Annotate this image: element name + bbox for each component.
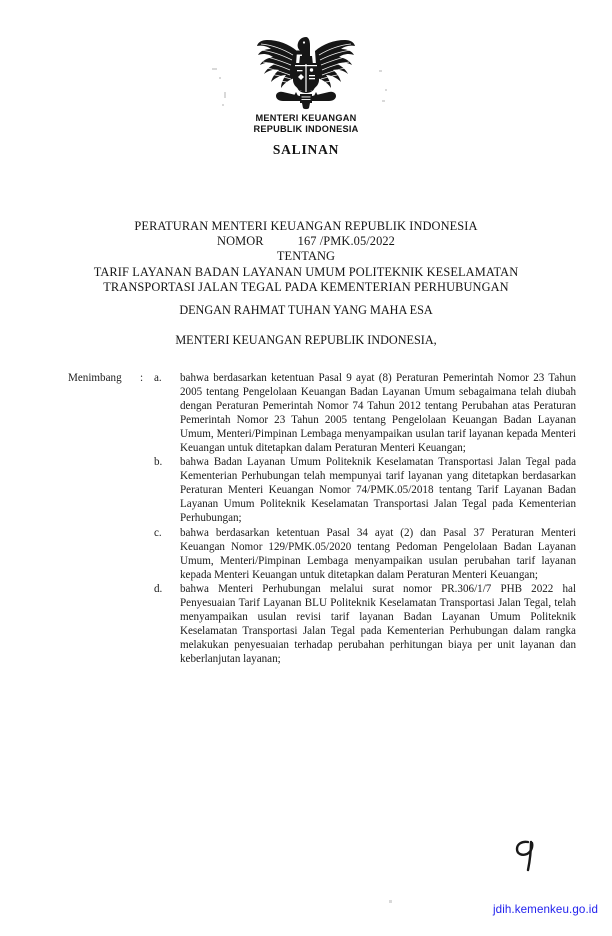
considering-text-c: bahwa berdasarkan ketentuan Pasal 34 ayat (2) dan Pasal 37 Peraturan Menteri Keuangan Nomor 129/PMK.05/2020 tentang Pedoman Pengelolaan Badan Layanan Umum, Menteri/Pimpinan Lembaga menyampaikan usulan perubahan tarif layanan kepada Menteri Keuangan untuk ditetapkan dalam Peraturan Menteri Keuangan;: [180, 526, 576, 581]
ministry-name-line-1: MENTERI KEUANGAN: [255, 113, 357, 123]
blessing-line: DENGAN RAHMAT TUHAN YANG MAHA ESA: [179, 303, 433, 317]
issuing-authority-line: MENTERI KEUANGAN REPUBLIK INDONESIA,: [175, 333, 437, 347]
regulation-subject-line-1: TARIF LAYANAN BADAN LAYANAN UMUM POLITEKNIK KESELAMATAN: [93, 264, 519, 279]
considering-text-d: bahwa Menteri Perhubungan melalui surat nomor PR.306/1/7 PHB 2022 hal Penyesuaian Tarif Layanan BLU Politeknik Keselamatan Transportasi Jalan Tegal, telah menyampaikan usulan revisi tarif layanan Badan Layanan Umum Politeknik Keselamatan Transportasi Jalan Tegal pada Kementerian Perhubungan dalam rangka melakukan penyesuaian terhadap perubahan perhitungan biaya per unit layanan dan keberlanjutan layanan;: [180, 582, 576, 665]
footer-source-url[interactable]: jdih.kemenkeu.go.id: [492, 903, 598, 916]
considering-item-b: [68, 455, 576, 525]
considering-marker-c: c.: [154, 526, 162, 539]
regulation-number-label: NOMOR: [217, 234, 264, 249]
considering-label: Menimbang: [68, 372, 122, 384]
considering-text-a: bahwa berdasarkan ketentuan Pasal 9 ayat (8) Peraturan Pemerintah Nomor 23 Tahun 2005 tentang Pengelolaan Keuangan Badan Layanan Umum sebagaimana telah diubah dengan Peraturan Pemerintah Nomor 74 Tahun 2012 tentang Perubahan atas Peraturan Pemerintah Nomor 23 Tahun 2005 tentang Pengelolaan Keuangan Badan Layanan Umum, Menteri/Pimpinan Lembaga menyampaikan usulan tarif layanan kepada Menteri Keuangan untuk ditetapkan dalam Peraturan Menteri Keuangan;: [180, 372, 576, 455]
considering-item-a: [68, 371, 576, 455]
considering-item-d: [68, 582, 576, 666]
considering-colon: :: [140, 372, 144, 384]
considering-marker-d: d.: [154, 582, 163, 595]
copy-stamp: SALINAN: [272, 142, 340, 157]
handwritten-initial-mark-icon: [511, 838, 545, 874]
regulation-number-row: [0, 234, 612, 249]
considering-item-c: [68, 526, 576, 582]
scan-speckle: [389, 900, 392, 903]
considering-marker-a: a.: [154, 372, 162, 384]
regulation-title-block: [0, 219, 612, 295]
ministry-name-line-2: REPUBLIK INDONESIA: [253, 124, 359, 134]
regulation-number-value: 167 /PMK.05/2022: [297, 234, 395, 249]
garuda-pancasila-emblem-icon: [254, 34, 358, 110]
regulation-subject-line-2: TRANSPORTASI JALAN TEGAL PADA KEMENTERIAN PERHUBUNGAN: [103, 279, 509, 294]
regulation-about-label: TENTANG: [276, 249, 336, 264]
emblem-container: [0, 34, 612, 115]
considering-text-b: bahwa Badan Layanan Umum Politeknik Keselamatan Transportasi Jalan Tegal pada Kementerian Perhubungan telah mempunyai tarif layanan yang ditetapkan berdasarkan Peraturan Menteri Keuangan Nomor 74/PMK.05/2018 tentang Tarif Layanan Badan Layanan Umum Politeknik Keselamatan Transportasi Jalan Tegal pada Kementerian Perhubungan;: [180, 456, 576, 525]
regulation-title-line-1: PERATURAN MENTERI KEUANGAN REPUBLIK INDONESIA: [134, 219, 478, 233]
considering-section: [68, 371, 576, 666]
considering-marker-b: b.: [154, 456, 163, 469]
